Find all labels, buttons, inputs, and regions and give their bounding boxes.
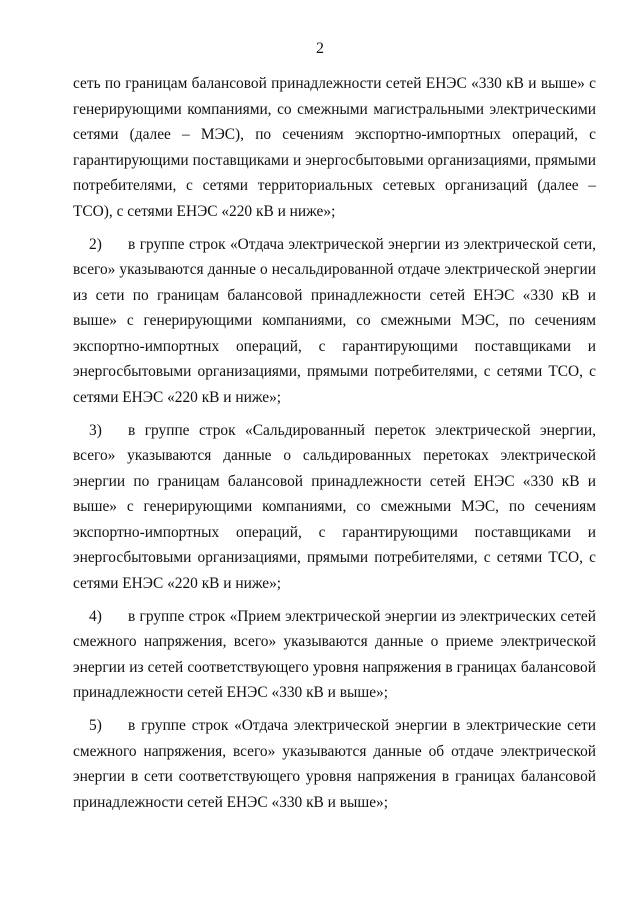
list-item-5	[73, 713, 596, 815]
document-body	[73, 71, 596, 815]
intro-paragraph: сеть по границам балансовой принадлежности сетей ЕНЭС «330 кВ и выше» с генерирующими компаниями, со смежными магистральными электрическими сетями (далее – МЭС), по сечениям экспортно-импортных операций, с гарантирующими поставщиками и энергосбытовыми организациями, прямыми потребителями, с сетями территориальных сетевых организаций (далее – ТСО), с сетями ЕНЭС «220 кВ и ниже»;	[73, 75, 596, 220]
list-item-4	[73, 604, 596, 706]
item-number: 3)	[89, 421, 102, 439]
item-text: в группе строк «Отдача электрической энергии в электрические сети смежного напряжения, всего» указываются данные об отдаче электрической энергии в сети соответствующего уровня напряжения в границах балансовой принадлежности сетей ЕНЭС «330 кВ и выше»;	[73, 717, 596, 811]
list-item-3	[73, 418, 596, 597]
item-text: в группе строк «Прием электрической энергии из электрических сетей смежного напряжения, всего» указываются данные о приеме электрической энергии из сетей соответствующего уровня напряжения в границах балансовой принадлежности сетей ЕНЭС «330 кВ и выше»;	[73, 607, 596, 701]
item-number: 5)	[89, 717, 102, 734]
item-number: 2)	[89, 235, 102, 253]
page-number: 2	[316, 40, 324, 57]
item-number: 4)	[89, 607, 102, 625]
list-item-2	[73, 232, 596, 411]
item-text: в группе строк «Отдача электрической энергии из электрической сети, всего» указываются данные о несальдированной отдаче электрической энергии из сети по границам балансовой принадлежности сетей ЕНЭС «330 кВ и выше» с генерирующими компаниями, со смежными МЭС, по сечениям экспортно-импортных операций, с гарантирующими поставщиками и энергосбытовыми организациями, прямыми потребителями, с сетями ТСО, с сетями ЕНЭС «220 кВ и ниже»;	[73, 235, 596, 406]
item-text: в группе строк «Сальдированный переток электрической энергии, всего» указываются данные о сальдированных перетоках электрической энергии по границам балансовой принадлежности сетей ЕНЭС «330 кВ и выше» с генерирующими компаниями, со смежными МЭС, по сечениям экспортно-импортных операций, с гарантирующими поставщиками и энергосбытовыми организациями, прямыми потребителями, с сетями ТСО, с сетями ЕНЭС «220 кВ и ниже»;	[73, 421, 596, 592]
